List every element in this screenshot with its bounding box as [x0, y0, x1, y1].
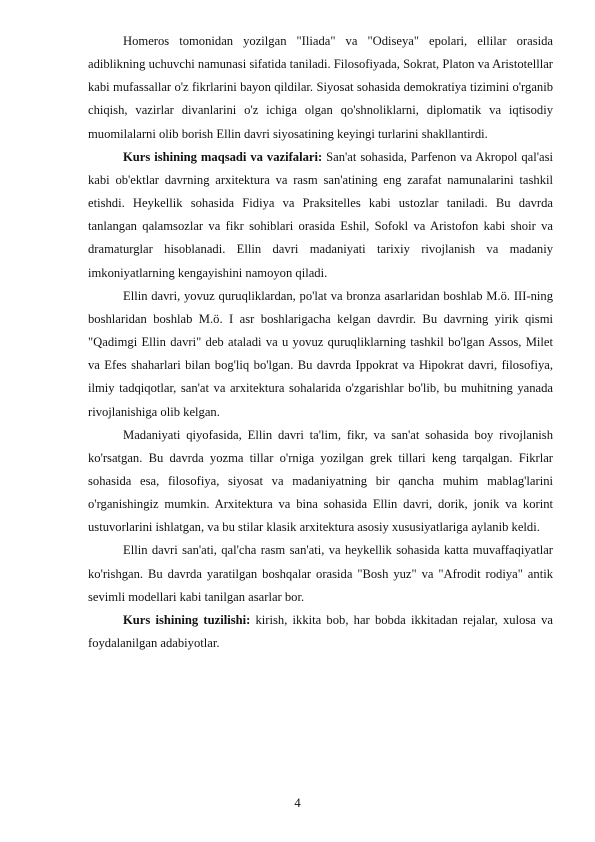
paragraph-text: Ellin davri san'ati, qal'cha rasm san'ati, va heykellik sohasida katta muvaffaqiyatlar ko'rishgan. Bu davrda yaratilgan boshqalar orasida "Bosh yuz" va "Afrodit rodiya" antik sevimli modellari kabi tanilgan asarlar bor.: [88, 543, 553, 604]
paragraph-homeros: [88, 30, 553, 146]
paragraph-lead-heading: Kurs ishining maqsadi va vazifalari:: [123, 149, 323, 164]
paragraph-text: kirish, ikkita bob, har bobda ikkitadan rejalar, xulosa va foydalanilgan adabiyotlar.: [88, 612, 553, 651]
page-body: [88, 30, 553, 655]
paragraph-text: Ellin davri, yovuz quruqliklardan, po'lat va bronza asarlaridan boshlab M.ö. III-ning boshlaridan boshlab M.ö. I asr boshlarigacha kelgan davrdir. Bu davrning yirik qismi "Qadimgi Ellin davri" deb ataladi va u yovuz quruqliklarning tashkil bo'lgan Assos, Milet va Efes shaharlari bilan bog'liq bo'lgan. Bu davrda Ippokrat va Hipokrat davri, filosofiya, ilmiy tadqiqotlar, san'at va arxitektura sohalarida o'zgarishlar bo'lib, bu muhitning yanada rivojlanishiga olib kelgan.: [88, 288, 553, 419]
paragraph-text: Madaniyati qiyofasida, Ellin davri ta'lim, fikr, va san'at sohasida boy rivojlanish ko'rsatgan. Bu davrda yozma tillar o'rniga yozilgan grek tillari keng tarqalgan. Fikrlar sohasida esa, filosofiya, siyosat va madaniyatning bir qancha muhim mablag'larini o'rganishingiz mumkin. Arxitektura va bina sohasida Ellin davri, dorik, jonik va korint ustuvorlarini ishlatgan, va bu stilar klasik arxitektura asosiy xususiyatlariga aylanib keldi.: [88, 427, 553, 535]
paragraph-text: San'at sohasida, Parfenon va Akropol qal'asi kabi ob'ektlar davrning arxitektura va rasm san'atining eng zarafat namunalarini tashkil etishdi. Heykellik sohasida Fidiya va Praksitelles kabi ustozlar taniladi. Bu davrda tanlangan qalamsozlar va fikr sohiblari orasida Eshil, Sofokl va Aristofon kabi shoir va dramaturglar hisoblanadi. Ellin davri madaniyati tarixiy rivojlanish va madaniy imkoniyatlarning kengayishini namoyon qiladi.: [88, 149, 553, 280]
paragraph-culture: [88, 424, 553, 540]
paragraph-ellin-period: [88, 285, 553, 424]
paragraph-art: [88, 539, 553, 608]
page-number: 4: [294, 796, 301, 810]
paragraph-course-structure: [88, 609, 553, 655]
paragraph-text: Homeros tomonidan yozilgan "Iliada" va "Odiseya" epolari, ellilar orasida adiblikning uchuvchi namunasi sifatida taniladi. Filosofiyada, Sokrat, Platon va Aristotelllar kabi mufassallar o'z fikrlarini bayon qildilar. Siyosat sohasida demokratiya tizimini o'rganib chiqish, vazirlar divanlarini o'z ichiga olgan qo'shnoliklarni, diplomatik va iqtisodiy muomilalarni olib borish Ellin davri siyosatining keyingi turlarini shakllantirdi.: [88, 34, 553, 141]
paragraph-course-goals: [88, 146, 553, 285]
paragraph-lead-heading: Kurs ishining tuzilishi:: [123, 612, 251, 627]
